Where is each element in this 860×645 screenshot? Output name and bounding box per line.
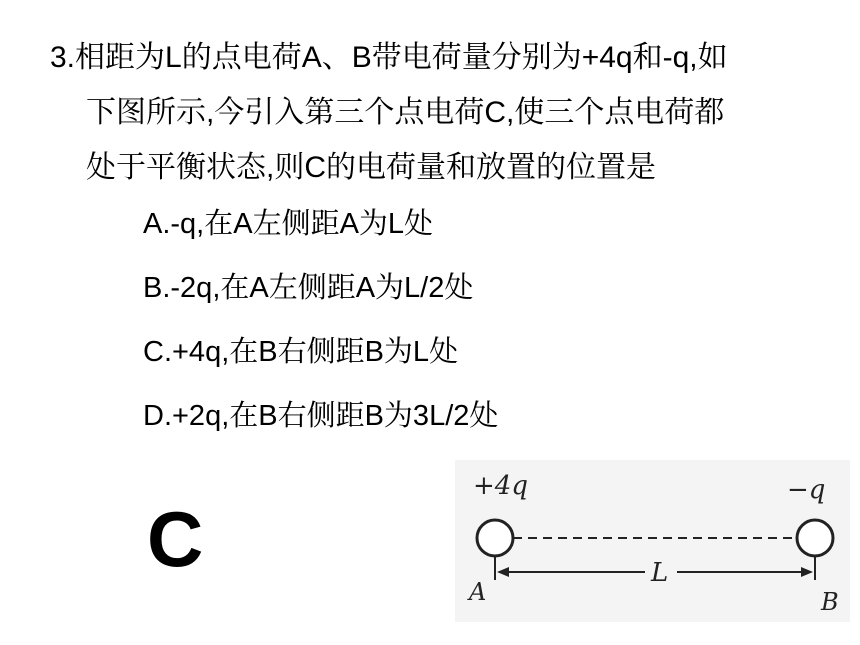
answer-letter: C	[147, 495, 204, 583]
charge-a-circle	[477, 520, 513, 556]
question-line-3: 处于平衡状态,则C的电荷量和放置的位置是	[86, 151, 656, 184]
point-b-label: B	[821, 588, 839, 616]
point-a-label: A	[469, 578, 487, 606]
option-a[interactable]: A.-q,在A左侧距A为L处	[143, 208, 434, 240]
charge-a-label: +4q	[473, 471, 528, 501]
charge-b-label: −q	[787, 475, 826, 505]
question-line-1: 3.相距为L的点电荷A、B带电荷量分别为+4q和-q,如	[50, 41, 728, 74]
option-b[interactable]: B.-2q,在A左侧距A为L/2处	[143, 272, 474, 304]
answer-options	[143, 200, 498, 456]
charge-diagram	[455, 460, 850, 622]
charge-diagram-svg	[455, 460, 850, 622]
distance-label: L	[651, 558, 669, 588]
arrowhead-right	[801, 567, 813, 577]
question-text	[50, 30, 830, 195]
option-d[interactable]: D.+2q,在B右侧距B为3L/2处	[143, 400, 499, 432]
question-line-2: 下图所示,今引入第三个点电荷C,使三个点电荷都	[86, 96, 725, 129]
arrowhead-left	[497, 567, 509, 577]
charge-b-circle	[797, 520, 833, 556]
option-c[interactable]: C.+4q,在B右侧距B为L处	[143, 336, 459, 368]
